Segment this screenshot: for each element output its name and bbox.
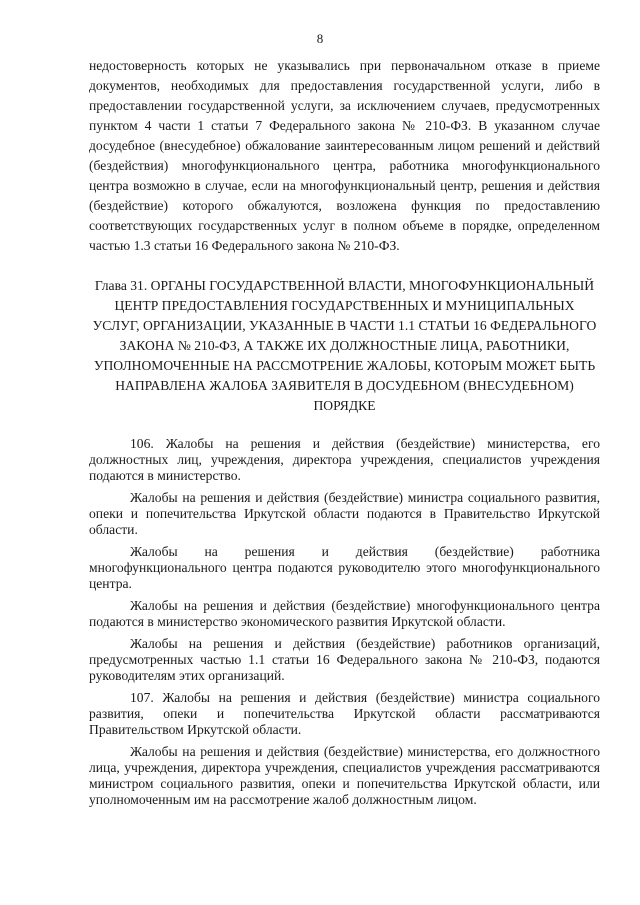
body-paragraphs [89, 436, 600, 808]
paragraph-106: 106. Жалобы на решения и действия (бездействие) министерства, его должностных лиц, учреждения, директора учреждения, специалистов учреждения подаются в министерство. [89, 436, 600, 483]
page-number: 8 [316, 31, 324, 46]
paragraph-complaint-mfc: Жалобы на решения и действия (бездействие) многофункционального центра подаются в министерство экономического развития Иркутской области. [89, 598, 600, 629]
paragraph-complaint-mfc-worker: Жалобы на решения и действия (бездействие) работника многофункционального центра подаются руководителю этого многофункционального центра. [89, 544, 600, 591]
paragraph-complaint-minister: Жалобы на решения и действия (бездействие) министра социального развития, опеки и попечительства Иркутской области подаются в Правительство Иркутской области. [89, 490, 600, 537]
intro-section [89, 56, 600, 256]
intro-paragraph: недостоверность которых не указывались при первоначальном отказе в приеме документов, необходимых для предоставления государственной услуги, либо в предоставлении государственной услуги, за исключением случаев, предусмотренных пунктом 4 части 1 статьи 7 Федерального закона № 210-ФЗ. В указанном случае досудебное (внесудебное) обжалование заинтересованным лицом решений и действий (бездействия) многофункционального центра, работника многофункционального центра возможно в случае, если на многофункциональный центр, решения и действия (бездействие) которого обжалуются, возложена функция по предоставлению соответствующих государственных услуг в полном объеме в порядке, определенном частью 1.3 статьи 16 Федерального закона № 210-ФЗ. [89, 58, 600, 253]
chapter-heading: Глава 31. ОРГАНЫ ГОСУДАРСТВЕННОЙ ВЛАСТИ, МНОГОФУНКЦИОНАЛЬНЫЙ ЦЕНТР ПРЕДОСТАВЛЕНИЯ ГОСУДАРСТВЕННЫХ И МУНИЦИПАЛЬНЫХ УСЛУГ, ОРГАНИЗАЦИИ, УКАЗАННЫЕ В ЧАСТИ 1.1 СТАТЬИ 16 ФЕДЕРАЛЬНОГО ЗАКОНА № 210-ФЗ, А ТАКЖЕ ИХ ДОЛЖНОСТНЫЕ ЛИЦА, РАБОТНИКИ, УПОЛНОМОЧЕННЫЕ НА РАССМОТРЕНИЕ ЖАЛОБЫ, КОТОРЫМ МОЖЕТ БЫТЬ НАПРАВЛЕНА ЖАЛОБА ЗАЯВИТЕЛЯ В ДОСУДЕБНОМ (ВНЕСУДЕБНОМ) ПОРЯДКЕ [92, 278, 597, 413]
paragraph-complaint-organizations: Жалобы на решения и действия (бездействие) работников организаций, предусмотренных частью 1.1 статьи 16 Федерального закона № 210-ФЗ, подаются руководителям этих организаций. [89, 636, 600, 683]
paragraph-complaint-ministry: Жалобы на решения и действия (бездействие) министерства, его должностного лица, учреждения, директора учреждения, специалистов учреждения рассматриваются министром социального развития, опеки и попечительства Иркутской области, или уполномоченным им на рассмотрение жалоб должностным лицом. [89, 744, 600, 807]
page-content [89, 56, 600, 814]
paragraph-107: 107. Жалобы на решения и действия (бездействие) министра социального развития, опеки и попечительства Иркутской области рассматриваются Правительством Иркутской области. [89, 690, 600, 737]
